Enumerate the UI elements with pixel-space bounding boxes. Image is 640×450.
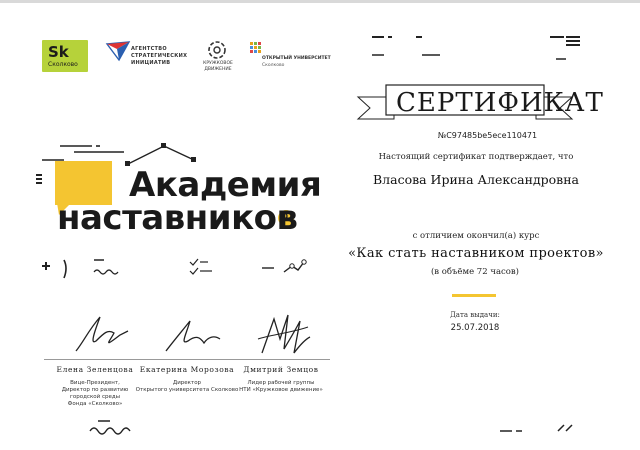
completion-text: с отличием окончил(а) курс (412, 231, 540, 241)
academy-title-line2: наставников (57, 198, 298, 238)
signatory-name-3: Дмитрий Земцов (243, 365, 319, 374)
open-university-logo-subtext: Сколково (262, 63, 285, 68)
skolkovo-logo (42, 40, 88, 72)
open-university-logo-text: ОТКРЫТЫЙ УНИВЕРСИТЕТ (262, 56, 331, 61)
signatory-name-1: Елена Зеленцова (56, 365, 134, 374)
course-hours: (в объёме 72 часов) (430, 267, 519, 277)
issued-date: 25.07.2018 (450, 323, 500, 333)
open-university-logo-icon (249, 41, 263, 57)
signature-morozova-icon (160, 315, 224, 359)
signature-zemtsov-icon (254, 309, 314, 361)
signature-zelentsova-icon (70, 311, 132, 359)
asi-logo-text: АГЕНТСТВО СТРАТЕГИЧЕСКИХ ИНИЦИАТИВ (131, 46, 188, 66)
decorative-dashes-icon (360, 25, 600, 65)
signatory-role-1: Вице-Президент, Директор по развитию городской среды Фонда «Сколково» (61, 380, 129, 407)
issued-label: Дата выдачи: (450, 311, 500, 319)
yellow-divider (452, 294, 496, 297)
asi-logo-icon (105, 40, 131, 62)
bottom-decor-icon (80, 413, 600, 443)
kruzhkovoe-logo-text: КРУЖКОВОЕ ДВИЖЕНИЕ (203, 61, 233, 72)
certificate-number: №C97485be5ece110471 (437, 131, 538, 140)
academy-title-line1: Академия (129, 165, 322, 205)
certificate-title: СЕРТИФИКАТ (396, 88, 604, 118)
signatory-name-2: Екатерина Морозова (139, 365, 235, 374)
signatory-role-3: Лидер рабочей группы НТИ «Кружковое движение» (239, 380, 323, 393)
skolkovo-name: Сколково (48, 61, 78, 68)
confirm-text: Настоящий сертификат подтверждает, что (378, 152, 574, 162)
kruzhkovoe-logo-icon (205, 39, 229, 61)
recipient-name: Власова Ирина Александровна (372, 172, 579, 187)
signature-baseline (44, 359, 330, 360)
course-title: «Как стать наставником проектов» (348, 246, 604, 261)
skolkovo-mark: Sk (48, 43, 69, 61)
signatory-role-2: Директор Открытого университета Сколково (135, 380, 239, 393)
